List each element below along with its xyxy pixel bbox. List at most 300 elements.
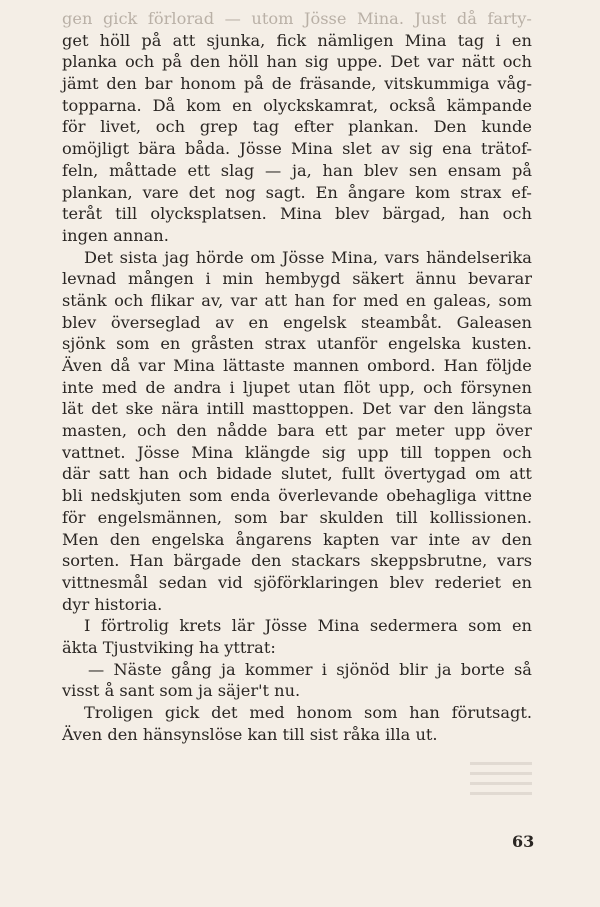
text-line [62,333,532,355]
word: vattnet. [62,442,126,462]
word: i [229,377,235,397]
word: Mina [173,356,215,375]
word: upp [357,442,389,462]
word: flöt [343,377,371,397]
word: lät [62,399,84,419]
word: till [400,442,423,462]
text-line [62,160,532,182]
word: Mina [317,616,360,636]
word: — [224,9,241,28]
word: tag [457,30,485,50]
word: över [495,421,532,441]
word: nämligen [317,30,394,50]
word: var [399,399,426,419]
word: skeppsbrutne, [370,551,488,571]
word: övertygad [383,464,467,484]
word: sista [119,247,158,267]
word: Mina, [331,247,379,267]
word: Jösse [264,616,308,636]
word: nedskjuten [90,486,182,506]
word: våg- [497,74,532,94]
text-line [62,680,532,702]
word: plankan. [348,117,419,137]
word: överlevande [278,486,379,506]
word: också [389,95,436,115]
word: förtrolig [100,616,169,636]
word: kollissionen. [429,507,532,527]
word: Mina [291,139,333,159]
word: kunde [481,117,532,137]
word: nådde [216,421,268,441]
word: var [138,356,165,375]
word: Mina [191,442,234,462]
word: Just [414,9,447,28]
word: av [380,139,400,159]
word: mannen [293,356,359,375]
word: en [232,95,253,115]
word: ett [187,160,211,180]
word: dyr historia. [62,594,163,614]
word: topparna. [62,95,142,115]
word: Galeasen [456,312,532,332]
word: Jösse [303,9,347,28]
word: till [395,507,418,527]
word: den [433,399,464,419]
word: gick [164,703,200,722]
word: och [155,117,186,137]
word: han [409,703,440,722]
word: uppe. [336,52,383,72]
word: livet, [100,117,141,137]
word: en [511,572,532,592]
word: och [502,204,532,224]
word: utanför [316,334,378,354]
word: vare [142,182,179,202]
word: rederiet [434,572,501,592]
word: lär [231,616,255,636]
word: enda [230,486,271,506]
word: Även den hänsynslöse kan till sist råka illa ut. [62,724,438,744]
word: inte [62,377,94,397]
word: höll [228,52,259,72]
word: Det [362,399,392,419]
word: sjönk [62,334,106,354]
word: blev [389,572,424,592]
word: att [509,464,532,484]
text-line [62,95,532,117]
word: förlorad [147,9,215,28]
word: en [405,290,426,310]
word: följde [486,356,532,375]
text-line [62,507,532,529]
word: planka [62,52,118,72]
word: sagt. [265,182,306,202]
text-line [62,73,532,95]
word: som [188,486,223,506]
word: bidade [216,464,272,484]
word: om [250,247,276,267]
word: steambåt. [360,312,443,332]
word: av [471,529,491,549]
word: andra [173,377,222,397]
word: den [109,529,141,549]
word: ångare [347,182,406,202]
word: farty- [487,9,532,28]
word: en [511,30,532,50]
word: masttoppen. [252,399,355,419]
word: engelska [151,529,225,549]
word: ja, [291,160,312,180]
word: som [116,334,150,354]
bleed-through-shadow [470,762,532,802]
word: En [315,182,338,202]
text-line [62,572,532,594]
word: som [234,507,268,527]
word: som [498,290,532,310]
word: äkta Tjustviking ha yttrat: [62,637,276,657]
word: den [106,74,137,94]
word: utan [298,377,336,397]
word: klängde [244,442,311,462]
word: den [251,551,282,571]
word: min [222,269,254,289]
text-line [62,268,532,290]
text-line [62,442,532,464]
word: var [230,290,258,310]
word: ljupet [242,377,290,397]
word: och [502,52,532,72]
word: av [215,312,234,332]
word: Mina [280,204,322,224]
word: ångarens [235,529,312,549]
word: fick [276,30,307,50]
word: toppen [434,442,491,462]
word: vars [497,551,532,571]
page-number: 63 [512,832,535,851]
word: båda. [184,139,231,159]
word: mången [128,269,194,289]
word: for [332,290,356,310]
word: nätt [461,52,495,72]
word: kämpande [446,95,532,115]
text-line [62,8,532,30]
text-line [62,182,532,204]
text-line [62,702,532,724]
word: på [162,52,183,72]
word: I [84,616,91,636]
word: masten, [62,421,127,441]
word: bevarar [468,269,532,289]
word: och [114,290,144,310]
word: ja [221,659,236,679]
word: och [137,421,167,441]
word: bärgade [173,551,242,571]
word: sig [408,139,433,159]
word: stänk [62,290,107,310]
word: Näste [113,659,162,679]
word: engelsmännen, [97,507,223,527]
word: sedermera [369,616,458,636]
word: inte [428,529,461,549]
word: med [249,703,285,722]
word: bar [279,507,308,527]
word: honom [296,703,353,722]
word: överseglad [110,312,201,332]
word: engelska [388,334,461,354]
word: Mina. [356,9,404,28]
word: som [364,703,398,722]
word: nära [161,399,199,419]
word: att [172,30,196,50]
word: på [243,74,264,94]
word: den [176,421,207,441]
word: bara [277,421,315,441]
word: höll [99,30,131,50]
word: utom [251,9,294,28]
word: bar [144,74,173,94]
word: par [357,421,386,441]
word: vittne [484,486,532,506]
word: kom [186,95,222,115]
word: ombord. [367,356,436,375]
text-line [62,529,532,551]
word: Jösse [239,139,282,159]
word: Han [443,356,478,375]
word: Jösse [282,247,325,267]
text-line [62,420,532,442]
word: och [423,377,453,397]
word: i [205,269,211,289]
word: skulden [319,507,384,527]
word: feln, [62,160,99,180]
word: med [101,377,138,397]
word: slet [342,139,372,159]
word: så [514,659,532,679]
word: som [468,616,502,636]
word: hörde [195,247,244,267]
word: blev [335,204,370,224]
word: sig [304,52,329,72]
word: Men [62,529,99,549]
word: han [458,204,490,224]
word: då [456,9,477,28]
word: ske [125,399,154,419]
word: och [124,52,155,72]
word: lättaste [223,356,285,375]
word: händelserika [426,247,532,267]
word: gen [62,9,93,28]
text-line [62,51,532,73]
word: jag [164,247,190,267]
word: sedan [158,572,208,592]
word: fräsande, [299,74,377,94]
word: upp [454,421,486,441]
word: bärgad, [382,204,446,224]
word: plankan, [62,182,133,202]
word: fullt [341,464,375,484]
text-line [62,463,532,485]
word: måttade [109,160,177,180]
word: stackars [291,551,361,571]
word: visst å sant som ja säjer't nu. [62,681,301,701]
word: ensam [447,160,502,180]
text-line [62,30,532,52]
word: en [160,334,181,354]
text-line [62,203,532,225]
text-line [62,377,532,399]
word: flikar [150,290,194,310]
word: slutet, [281,464,333,484]
word: kusten. [471,334,532,354]
word: med [363,290,399,310]
text-line [62,116,532,138]
word: Mina [404,30,447,50]
word: den [501,529,532,549]
word: han [294,290,326,310]
text-line [62,290,532,312]
word: nog [225,182,256,202]
word: teråt [62,204,102,224]
word: gång [170,659,212,679]
text-line [62,615,532,637]
word: för [62,117,86,137]
word: Den [433,117,467,137]
text-line [62,659,532,681]
word: trätof- [480,139,532,159]
word: för [62,507,86,527]
word: till [115,204,138,224]
word: Då [152,95,176,115]
word: han [266,52,298,72]
text-line [62,312,532,334]
text-line [62,398,532,420]
word: hembygd [264,269,341,289]
word: Troligen [84,703,154,722]
word: förutsagt. [451,703,532,722]
word: på [141,30,162,50]
word: säkert [352,269,404,289]
word: ja [436,659,452,679]
word: sig [321,442,346,462]
word: ef- [511,182,532,202]
text-line [62,637,532,659]
word: sjunka, [206,30,266,50]
word: om [475,464,501,484]
word: — [88,659,105,679]
text-line [62,355,532,377]
word: omöjligt [62,139,130,159]
word: vitskummiga [384,74,490,94]
word: grep [199,117,238,137]
word: blev [62,312,97,332]
word: i [495,30,501,50]
text-line [62,225,532,247]
text-line [62,550,532,572]
word: Det [84,247,114,267]
word: Han [129,551,164,571]
word: det [188,182,216,202]
word: satt [98,464,130,484]
text-line [62,485,532,507]
word: då [110,356,131,375]
word: de [145,377,166,397]
word: engelsk [283,312,347,332]
word: ett [324,421,348,441]
word: strax [264,334,306,354]
word: olyckskamrat, [263,95,379,115]
word: det [211,703,238,722]
word: det [91,399,118,419]
text-line [62,138,532,160]
word: Även [62,356,103,375]
word: obehagliga [386,486,477,506]
word: olycksplatsen. [150,204,267,224]
word: kapten [323,529,380,549]
word: ännu [415,269,457,289]
word: och [178,464,208,484]
word: en [511,616,532,636]
word: levnad [62,269,117,289]
word: han [322,160,354,180]
word: vid [218,572,243,592]
word: i [321,659,327,679]
word: han [138,464,170,484]
text-line [62,594,532,616]
word: och [502,442,532,462]
word: kommer [244,659,313,679]
word: galeas, [433,290,492,310]
word: honom [180,74,236,94]
word: sjönöd [336,659,390,679]
word: bli [62,486,83,506]
word: försynen [460,377,532,397]
word: var [390,529,418,549]
word: sorten. [62,551,120,571]
word: blev [363,160,399,180]
word: sen [408,160,438,180]
word: — [265,160,282,180]
word: Jösse [137,442,180,462]
word: efter [293,117,334,137]
word: var [427,52,454,72]
word: kom [415,182,451,202]
word: vars [384,247,420,267]
word: av, [201,290,224,310]
text-line [62,247,532,269]
word: en [248,312,269,332]
word: Det [390,52,420,72]
word: vittnesmål [62,572,148,592]
word: längsta [471,399,532,419]
word: att [264,290,288,310]
word: krets [179,616,222,636]
word: där [62,464,90,484]
word: gråsten [191,334,254,354]
word: ena [442,139,472,159]
word: sjöförklaringen [253,572,379,592]
word: jämt [62,74,99,94]
word: slag [220,160,255,180]
word: den [189,52,221,72]
word: intill [206,399,245,419]
word: gick [102,9,138,28]
word: de [271,74,292,94]
word: tag [252,117,280,137]
word: på [511,160,532,180]
word: borte [460,659,505,679]
word: bära [138,139,176,159]
body-text [62,8,532,745]
